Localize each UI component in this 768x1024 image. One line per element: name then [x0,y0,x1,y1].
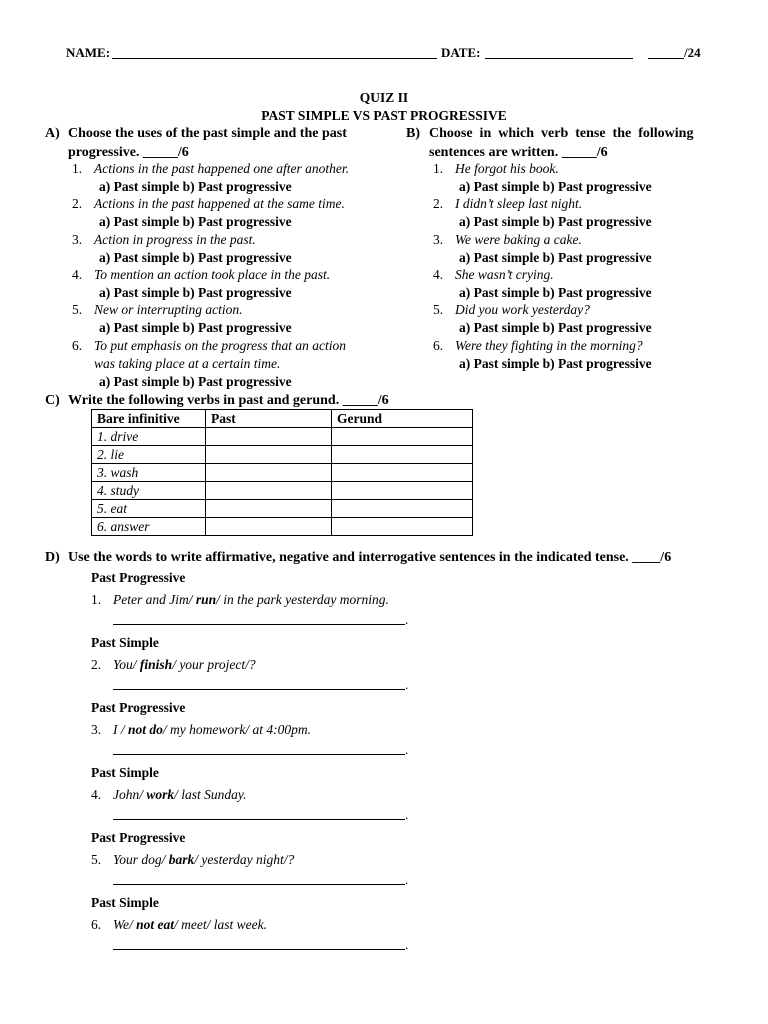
answer-line[interactable] [113,819,405,820]
section-a-item-6-continued: was taking place at a certain time. [94,356,281,371]
section-a-item-2-options[interactable]: a) Past simple b) Past progressive [99,214,292,229]
sentence-rest: / yesterday night/? [194,852,295,867]
section-b-item-4-options[interactable]: a) Past simple b) Past progressive [459,285,652,300]
score-answer-line[interactable] [648,58,684,59]
sentence-rest: / last Sunday. [174,787,247,802]
sentence-rest: / in the park yesterday morning. [216,592,389,607]
gerund-answer-cell[interactable] [332,482,473,500]
gerund-answer-cell[interactable] [332,464,473,482]
section-a-item-3-options[interactable]: a) Past simple b) Past progressive [99,250,292,265]
section-b-item-5-options[interactable]: a) Past simple b) Past progressive [459,320,652,335]
gerund-answer-cell[interactable] [332,500,473,518]
sentence-prompt-2 [91,657,256,673]
past-answer-cell[interactable] [206,428,332,446]
table-row [92,482,473,500]
item-number: 3. [91,722,102,737]
sentence-verb: not do [128,722,163,737]
item-text: Actions in the past happened at the same time. [94,196,345,211]
item-number: 3. [72,232,83,247]
section-a-marker: A) [45,126,60,141]
past-answer-cell[interactable] [206,464,332,482]
sentence-rest: / meet/ last week. [174,917,267,932]
sentence-prompt-6 [91,917,267,933]
answer-period: . [405,872,409,887]
past-answer-cell[interactable] [206,518,332,536]
gerund-answer-cell[interactable] [332,446,473,464]
gerund-answer-cell[interactable] [332,518,473,536]
sentence-verb: bark [168,852,195,867]
sentence-prompt-1 [91,592,389,608]
item-number: 6. [72,338,83,353]
section-a-instruction-line1: Choose the uses of the past simple and the past [68,126,347,141]
date-answer-line[interactable] [485,58,633,59]
tense-label: Past Simple [91,635,159,650]
tense-label: Past Progressive [91,700,186,715]
total-score-label: /24 [684,45,701,60]
answer-period: . [405,677,409,692]
item-text: She wasn’t crying. [455,267,554,282]
item-text: Did you work yesterday? [455,302,590,317]
section-a-item-4 [72,267,330,283]
item-number: 3. [433,232,444,247]
sentence-verb: not eat [136,917,175,932]
section-b-item-5 [433,302,590,318]
section-b-item-2 [433,196,582,212]
section-a-item-5-options[interactable]: a) Past simple b) Past progressive [99,320,292,335]
section-a-item-2 [72,196,345,212]
sentence-verb: finish [139,657,173,672]
item-number: 2. [72,196,83,211]
date-label: DATE: [441,45,481,60]
table-row [92,500,473,518]
quiz-title: QUIZ II [359,90,409,105]
section-a-item-6 [72,338,346,354]
section-c-instruction: Write the following verbs in past and gerund. _____/6 [68,393,389,408]
section-d-instruction: Use the words to write affirmative, negative and interrogative sentences in the indicated tense. ____/6 [68,550,672,565]
section-b-marker: B) [406,126,420,141]
section-b-item-1-options[interactable]: a) Past simple b) Past progressive [459,179,652,194]
quiz-subtitle: PAST SIMPLE VS PAST PROGRESSIVE [261,108,507,123]
sentence-rest: / my homework/ at 4:00pm. [162,722,311,737]
tense-label: Past Simple [91,765,159,780]
name-answer-line[interactable] [112,58,437,59]
section-b-item-3-options[interactable]: a) Past simple b) Past progressive [459,250,652,265]
sentence-prompt-3 [91,722,311,738]
item-number: 1. [72,161,83,176]
sentence-subject: Your dog/ [113,852,169,867]
past-answer-cell[interactable] [206,482,332,500]
sentence-rest: / your project/? [172,657,256,672]
section-b-item-6-options[interactable]: a) Past simple b) Past progressive [459,356,652,371]
section-b-item-2-options[interactable]: a) Past simple b) Past progressive [459,214,652,229]
section-a-item-4-options[interactable]: a) Past simple b) Past progressive [99,285,292,300]
item-number: 5. [91,852,102,867]
sentence-verb: work [146,787,175,802]
column-header-past: Past [206,410,332,428]
section-b-item-4 [433,267,554,283]
section-b-item-1 [433,161,559,177]
item-text: Were they fighting in the morning? [455,338,643,353]
answer-line[interactable] [113,884,405,885]
answer-line[interactable] [113,624,405,625]
section-a-item-1-options[interactable]: a) Past simple b) Past progressive [99,179,292,194]
table-header-row [92,410,473,428]
answer-line[interactable] [113,689,405,690]
item-number: 1. [91,592,102,607]
item-number: 6. [91,917,102,932]
sentence-prompt-5 [91,852,294,868]
item-text: New or interrupting action. [94,302,243,317]
item-text: Actions in the past happened one after another. [94,161,349,176]
answer-period: . [405,937,409,952]
item-text: To mention an action took place in the past. [94,267,331,282]
gerund-answer-cell[interactable] [332,428,473,446]
item-text: He forgot his book. [455,161,559,176]
item-number: 2. [91,657,102,672]
verb-cell: 4. study [92,482,206,500]
sentence-subject: Peter and Jim/ [113,592,196,607]
answer-line[interactable] [113,754,405,755]
item-text: Action in progress in the past. [94,232,256,247]
section-d-marker: D) [45,550,60,565]
item-number: 1. [433,161,444,176]
column-header-bare-infinitive: Bare infinitive [92,410,206,428]
column-header-gerund: Gerund [332,410,473,428]
section-b-item-6 [433,338,643,354]
sentence-subject: John/ [113,787,147,802]
sentence-subject: I / [113,722,128,737]
answer-line[interactable] [113,949,405,950]
verb-cell: 1. drive [92,428,206,446]
item-number: 5. [72,302,83,317]
past-answer-cell[interactable] [206,500,332,518]
verb-cell: 2. lie [92,446,206,464]
section-a-item-1 [72,161,349,177]
item-text: To put emphasis on the progress that an action [94,338,347,353]
item-text: I didn’t sleep last night. [455,196,583,211]
tense-label: Past Progressive [91,570,186,585]
answer-period: . [405,742,409,757]
section-b-item-3 [433,232,582,248]
item-text: We were baking a cake. [455,232,582,247]
sentence-subject: You/ [113,657,140,672]
verbs-table [91,409,473,536]
tense-label: Past Simple [91,895,159,910]
item-number: 4. [72,267,83,282]
verb-cell: 5. eat [92,500,206,518]
item-number: 4. [91,787,102,802]
table-row [92,446,473,464]
section-b-instruction-line2: sentences are written. _____/6 [429,145,608,160]
tense-label: Past Progressive [91,830,186,845]
item-number: 5. [433,302,444,317]
item-number: 4. [433,267,444,282]
section-b-instruction-line1: Choose in which verb tense the following [429,126,694,141]
section-a-item-6-options[interactable]: a) Past simple b) Past progressive [99,374,292,389]
section-c-marker: C) [45,393,60,408]
section-a-item-5 [72,302,243,318]
sentence-verb: run [195,592,217,607]
answer-period: . [405,612,409,627]
section-a-item-3 [72,232,256,248]
answer-period: . [405,807,409,822]
sentence-prompt-4 [91,787,247,803]
table-row [92,518,473,536]
name-label: NAME: [66,45,111,60]
table-row [92,428,473,446]
table-row [92,464,473,482]
verb-cell: 6. answer [92,518,206,536]
sentence-subject: We/ [113,917,137,932]
section-a-instruction-line2: progressive. _____/6 [68,145,189,160]
item-number: 6. [433,338,444,353]
item-number: 2. [433,196,444,211]
past-answer-cell[interactable] [206,446,332,464]
verb-cell: 3. wash [92,464,206,482]
